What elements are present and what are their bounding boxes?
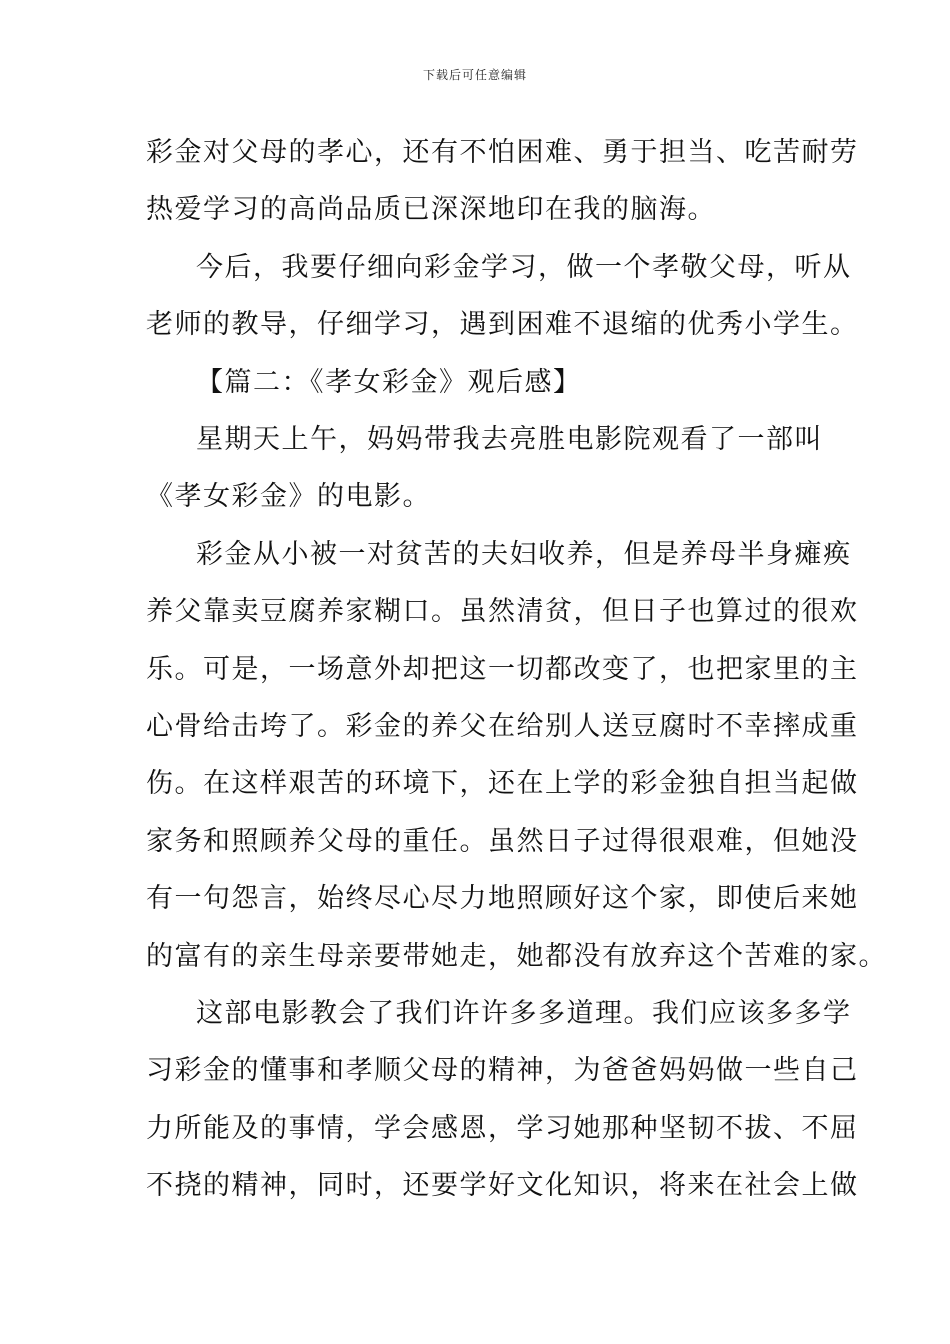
text-line: 心骨给击垮了。彩金的养父在给别人送豆腐时不幸摔成重: [146, 711, 859, 742]
text-line: 有一句怨言，始终尽心尽力地照顾好这个家，即使后来她: [146, 883, 859, 914]
text-line: 习彩金的懂事和孝顺父母的精神，为爸爸妈妈做一些自己: [146, 1055, 859, 1086]
paragraph-start-line: 彩金从小被一对贫苦的夫妇收养，但是养母半身瘫痪: [196, 539, 852, 570]
text-line: 热爱学习的高尚品质已深深地印在我的脑海。: [146, 194, 716, 225]
text-line: 老师的教导，仔细学习，遇到困难不退缩的优秀小学生。: [146, 309, 859, 340]
paragraph-start-line: 这部电影教会了我们许许多多道理。我们应该多多学: [196, 998, 852, 1029]
page-header: 下载后可任意编辑: [422, 68, 527, 82]
text-line: 乐。可是，一场意外却把这一切都改变了，也把家里的主: [146, 654, 859, 685]
text-line: 养父靠卖豆腐养家糊口。虽然清贫，但日子也算过的很欢: [146, 596, 859, 627]
text-line: 《孝女彩金》的电影。: [146, 481, 431, 512]
paragraph-start-line: 星期天上午，妈妈带我去亮胜电影院观看了一部叫: [196, 424, 823, 455]
text-line: 的富有的亲生母亲要带她走，她都没有放弃这个苦难的家。: [146, 941, 887, 972]
section-heading: 【篇二：《孝女彩金》观后感】: [196, 367, 582, 398]
text-line: 力所能及的事情，学会感恩，学习她那种坚韧不拔、不屈: [146, 1113, 859, 1144]
text-line: 家务和照顾养父母的重任。虽然日子过得很艰难，但她没: [146, 826, 859, 857]
text-line: 伤。在这样艰苦的环境下，还在上学的彩金独自担当起做: [146, 768, 859, 799]
text-line: 不挠的精神，同时，还要学好文化知识，将来在社会上做: [146, 1170, 859, 1201]
text-line: 彩金对父母的孝心，还有不怕困难、勇于担当、吃苦耐劳: [146, 137, 859, 168]
paragraph-start-line: 今后，我要仔细向彩金学习，做一个孝敬父母，听从: [196, 252, 852, 283]
